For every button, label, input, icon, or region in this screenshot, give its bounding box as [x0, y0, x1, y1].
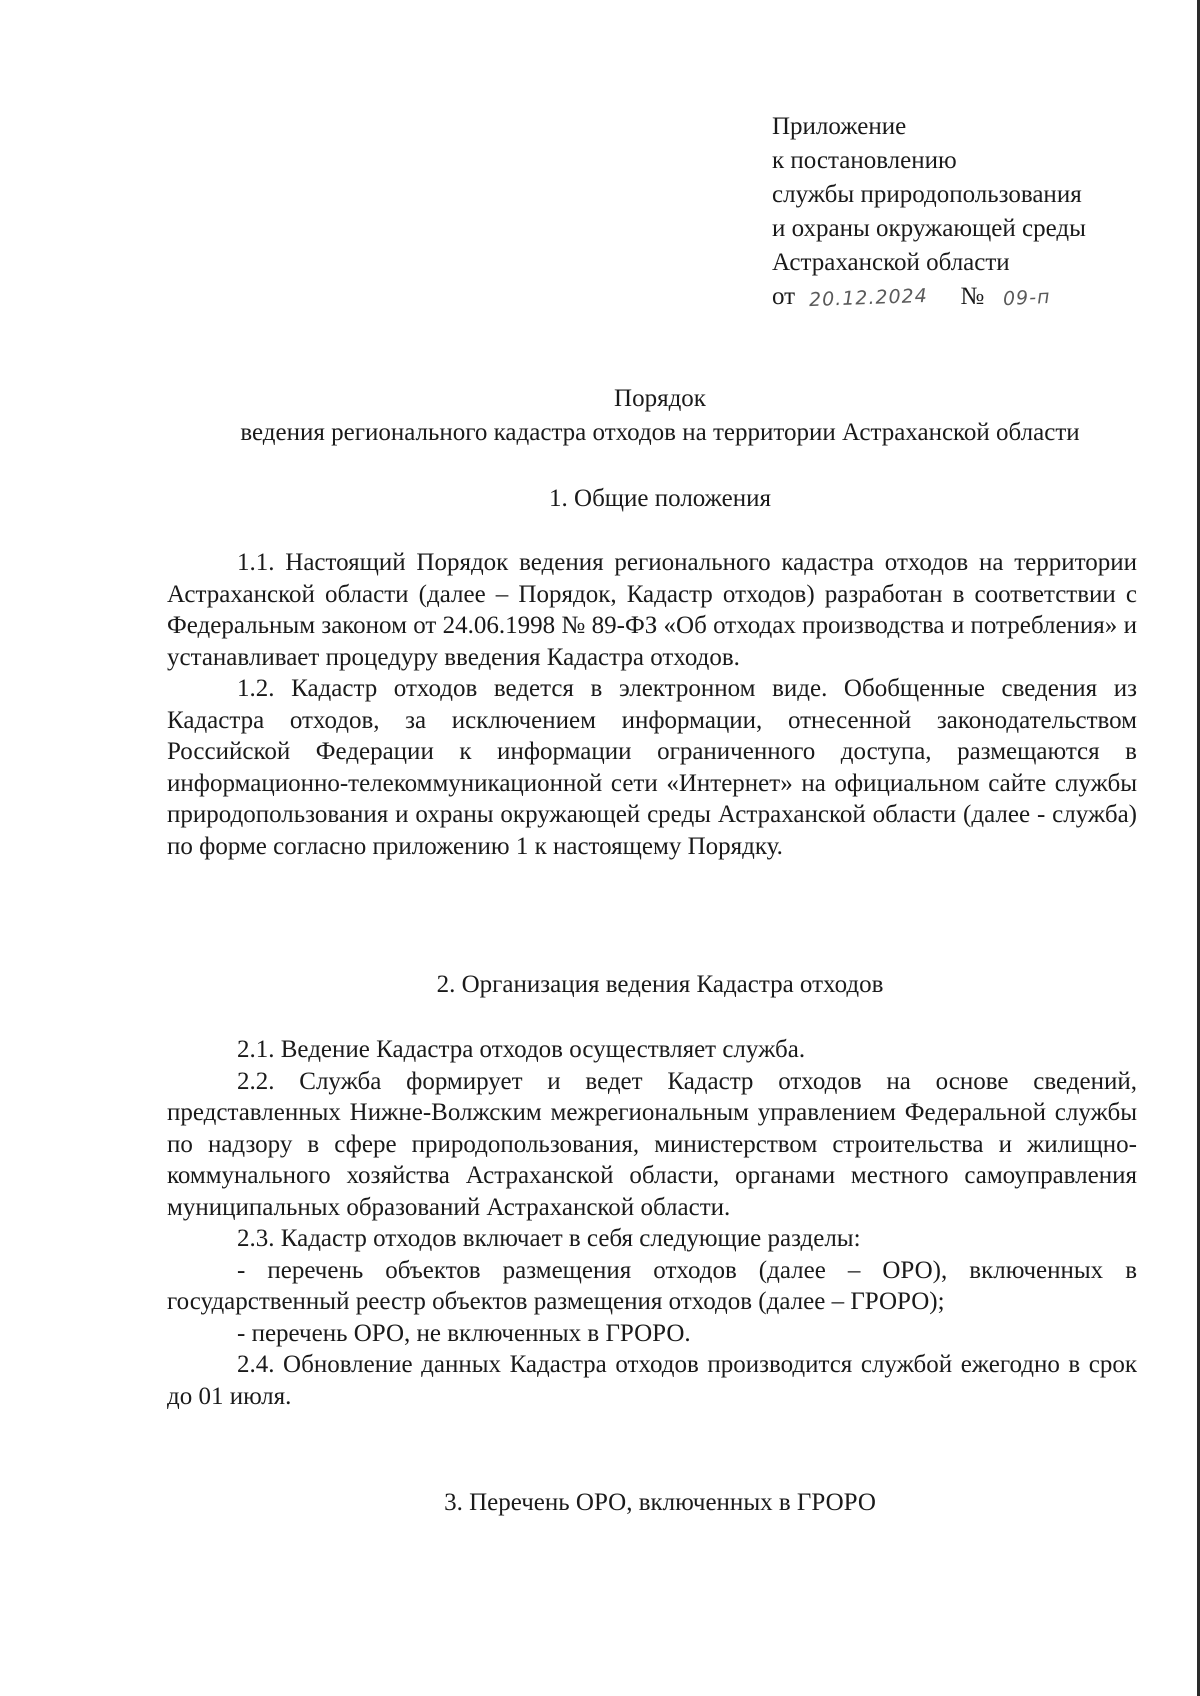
appendix-line-2: к постановлению	[772, 147, 957, 174]
section-2-body	[167, 1034, 1137, 1412]
title-line-1: Порядок	[614, 385, 706, 412]
from-label: от	[772, 283, 796, 310]
paragraph-1-2: 1.2. Кадастр отходов ведется в электронном виде. Обобщенные сведения из Кадастра отходов, за исключением информации, отнесенной законодательством Российской Федерации к информации ограниченного доступа, размещаются в информационно-телекоммуникационной сети «Интернет» на официальном сайте службы природопользования и охраны окружающей среды Астраханской области (далее - служба) по форме согласно приложению 1 к настоящему Порядку.	[167, 675, 1137, 860]
appendix-line-1: Приложение	[772, 113, 907, 140]
appendix-line-3: службы природопользования	[772, 181, 1082, 208]
title-line-2: ведения регионального кадастра отходов на территории Астраханской области	[240, 419, 1080, 446]
handwritten-date: 20.12.2024	[809, 284, 929, 312]
section-1-heading: 1. Общие положения	[549, 485, 771, 512]
appendix-header	[772, 110, 1172, 315]
appendix-line-5: Астраханской области	[772, 249, 1010, 276]
paragraph-2-4: 2.4. Обновление данных Кадастра отходов производится службой ежегодно в срок до 01 июля.	[167, 1351, 1137, 1410]
appendix-date-line	[772, 280, 1172, 315]
number-sign: №	[960, 283, 985, 310]
paragraph-1-1: 1.1. Настоящий Порядок ведения регионального кадастра отходов на территории Астраханской области (далее – Порядок, Кадастр отходов) разработан в соответствии с Федеральным законом от 24.06.1998 № 89-ФЗ «Об отходах производства и потребления» и устанавливает процедуру введения Кадастра отходов.	[167, 549, 1137, 671]
list-item-2-3-a: - перечень объектов размещения отходов (далее – ОРО), включенных в государственный реестр объектов размещения отходов (далее – ГРОРО);	[167, 1256, 1137, 1315]
paragraph-2-2: 2.2. Служба формирует и ведет Кадастр отходов на основе сведений, представленных Нижне-Волжским межрегиональным управлением Федеральной службы по надзору в сфере природопользования, министерством строительства и жилищно-коммунального хозяйства Астраханской области, органами местного самоуправления муниципальных образований Астраханской области.	[167, 1067, 1137, 1221]
paragraph-2-1: 2.1. Ведение Кадастра отходов осуществляет служба.	[237, 1036, 806, 1063]
document-title	[160, 382, 1160, 450]
appendix-line-4: и охраны окружающей среды	[772, 215, 1086, 242]
section-1-body	[167, 547, 1137, 862]
paragraph-2-3: 2.3. Кадастр отходов включает в себя следующие разделы:	[237, 1225, 861, 1252]
section-3-heading: 3. Перечень ОРО, включенных в ГРОРО	[444, 1489, 876, 1516]
handwritten-number: 09-п	[1001, 285, 1051, 311]
list-item-2-3-b: - перечень ОРО, не включенных в ГРОРО.	[237, 1319, 691, 1347]
section-2-heading: 2. Организация ведения Кадастра отходов	[436, 971, 884, 998]
